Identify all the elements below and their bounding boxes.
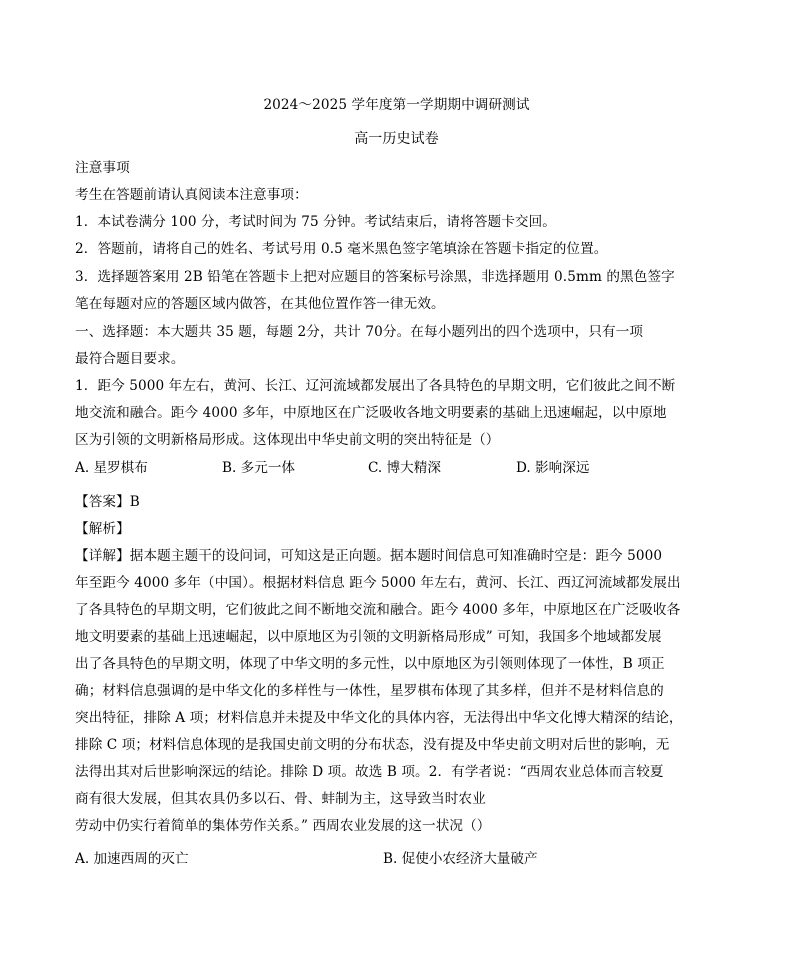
detail-line: 【详解】据本题主题干的设问词，可知这是正向题。据本题时间信息可知准确时空是：距今 5000: [75, 548, 663, 564]
question-1-option-d: D. 影响深远: [516, 460, 590, 476]
notice-item-2: 2．答题前，请将自己的姓名、考试号用 0.5 毫米黑色签字笔填涂在答题卡指定的位置。: [75, 241, 608, 257]
question-1-stem-end: 区为引领的文明新格局形成。这体现出中华史前文明的突出特征是（）: [75, 432, 500, 448]
section-instruction: 一、选择题：本大题共 35 题，每题 2分，共计 70分。在每小题列出的四个选项中，只有一项: [75, 324, 644, 340]
detail-line: 地文明要素的基础上迅速崛起，以中原地区为引领的文明新格局形成” 可知，我国多个地域都发展: [75, 629, 662, 645]
question-1-option-b: B. 多元一体: [222, 460, 296, 476]
question-1-stem-cont: 地交流和融合。距今 4000 多年，中原地区在广泛吸收各地文明要素的基础上迅速崛起，以中原地: [75, 405, 667, 421]
answer-label: 【答案】B: [75, 494, 140, 510]
question-2-option-b: B. 促使小农经济大量破产: [383, 851, 538, 867]
analysis-label: 【解析】: [75, 521, 130, 537]
detail-line: 排除 C 项；材料信息体现的是我国史前文明的分布状态，没有提及中华史前文明对后世的影响，无: [75, 737, 670, 753]
notice-heading: 注意事项: [75, 160, 130, 176]
notice-item-1: 1．本试卷满分 100 分，考试时间为 75 分钟。考试结束后，请将答题卡交回。: [75, 214, 556, 230]
question-2-stem-end: 劳动中仍实行着简单的集体劳作关系。” 西周农业发展的这一状况（）: [75, 818, 491, 834]
exam-subtitle: 高一历史试卷: [354, 131, 439, 147]
detail-line: 了各具特色的早期文明，它们彼此之间不断地交流和融合。距今 4000 多年，中原地区在广泛吸收各: [75, 602, 681, 618]
notice-item-3-cont: 笔在每题对应的答题区域内做答，在其他位置作答一律无效。: [75, 296, 445, 312]
notice-intro: 考生在答题前请认真阅读本注意事项：: [75, 187, 308, 203]
detail-line: 突出特征，排除 A 项；材料信息并未提及中华文化的具体内容，无法得出中华文化博大精深的结论，: [75, 710, 683, 726]
question-1-option-a: A. 星罗棋布: [75, 460, 148, 476]
detail-line: 年至距今 4000 多年（中国）。根据材料信息 距今 5000 年左右，黄河、长江、西辽河流域都发展出: [75, 575, 681, 591]
detail-line: 出了各具特色的早期文明，体现了中华文明的多元性，以中原地区为引领则体现了一体性，B 项正: [75, 656, 665, 672]
question-2-option-a: A. 加速西周的灭亡: [75, 851, 189, 867]
question-1-option-c: C. 博大精深: [368, 460, 441, 476]
question-2-stem: 商有很大发展，但其农具仍多以石、骨、蚌制为主，这导致当时农业: [75, 791, 486, 807]
detail-line: 法得出其对后世影响深远的结论。排除 D 项。故选 B 项。2．有学者说：“西周农业总体而言较夏: [75, 764, 664, 780]
detail-line: 确；材料信息强调的是中华文化的多样性与一体性，星罗棋布体现了其多样，但并不是材料信息的: [75, 683, 664, 699]
question-1-stem: 1．距今 5000 年左右，黄河、长江、辽河流域都发展出了各具特色的早期文明，它们彼此之间不断: [75, 378, 676, 394]
section-instruction-cont: 最符合题目要求。: [75, 351, 185, 367]
exam-title: 2024～2025 学年度第一学期期中调研测试: [263, 97, 530, 113]
notice-item-3: 3．选择题答案用 2B 铅笔在答题卡上把对应题目的答案标号涂黑，非选择题用 0.5mm 的黑色签字: [75, 269, 675, 285]
